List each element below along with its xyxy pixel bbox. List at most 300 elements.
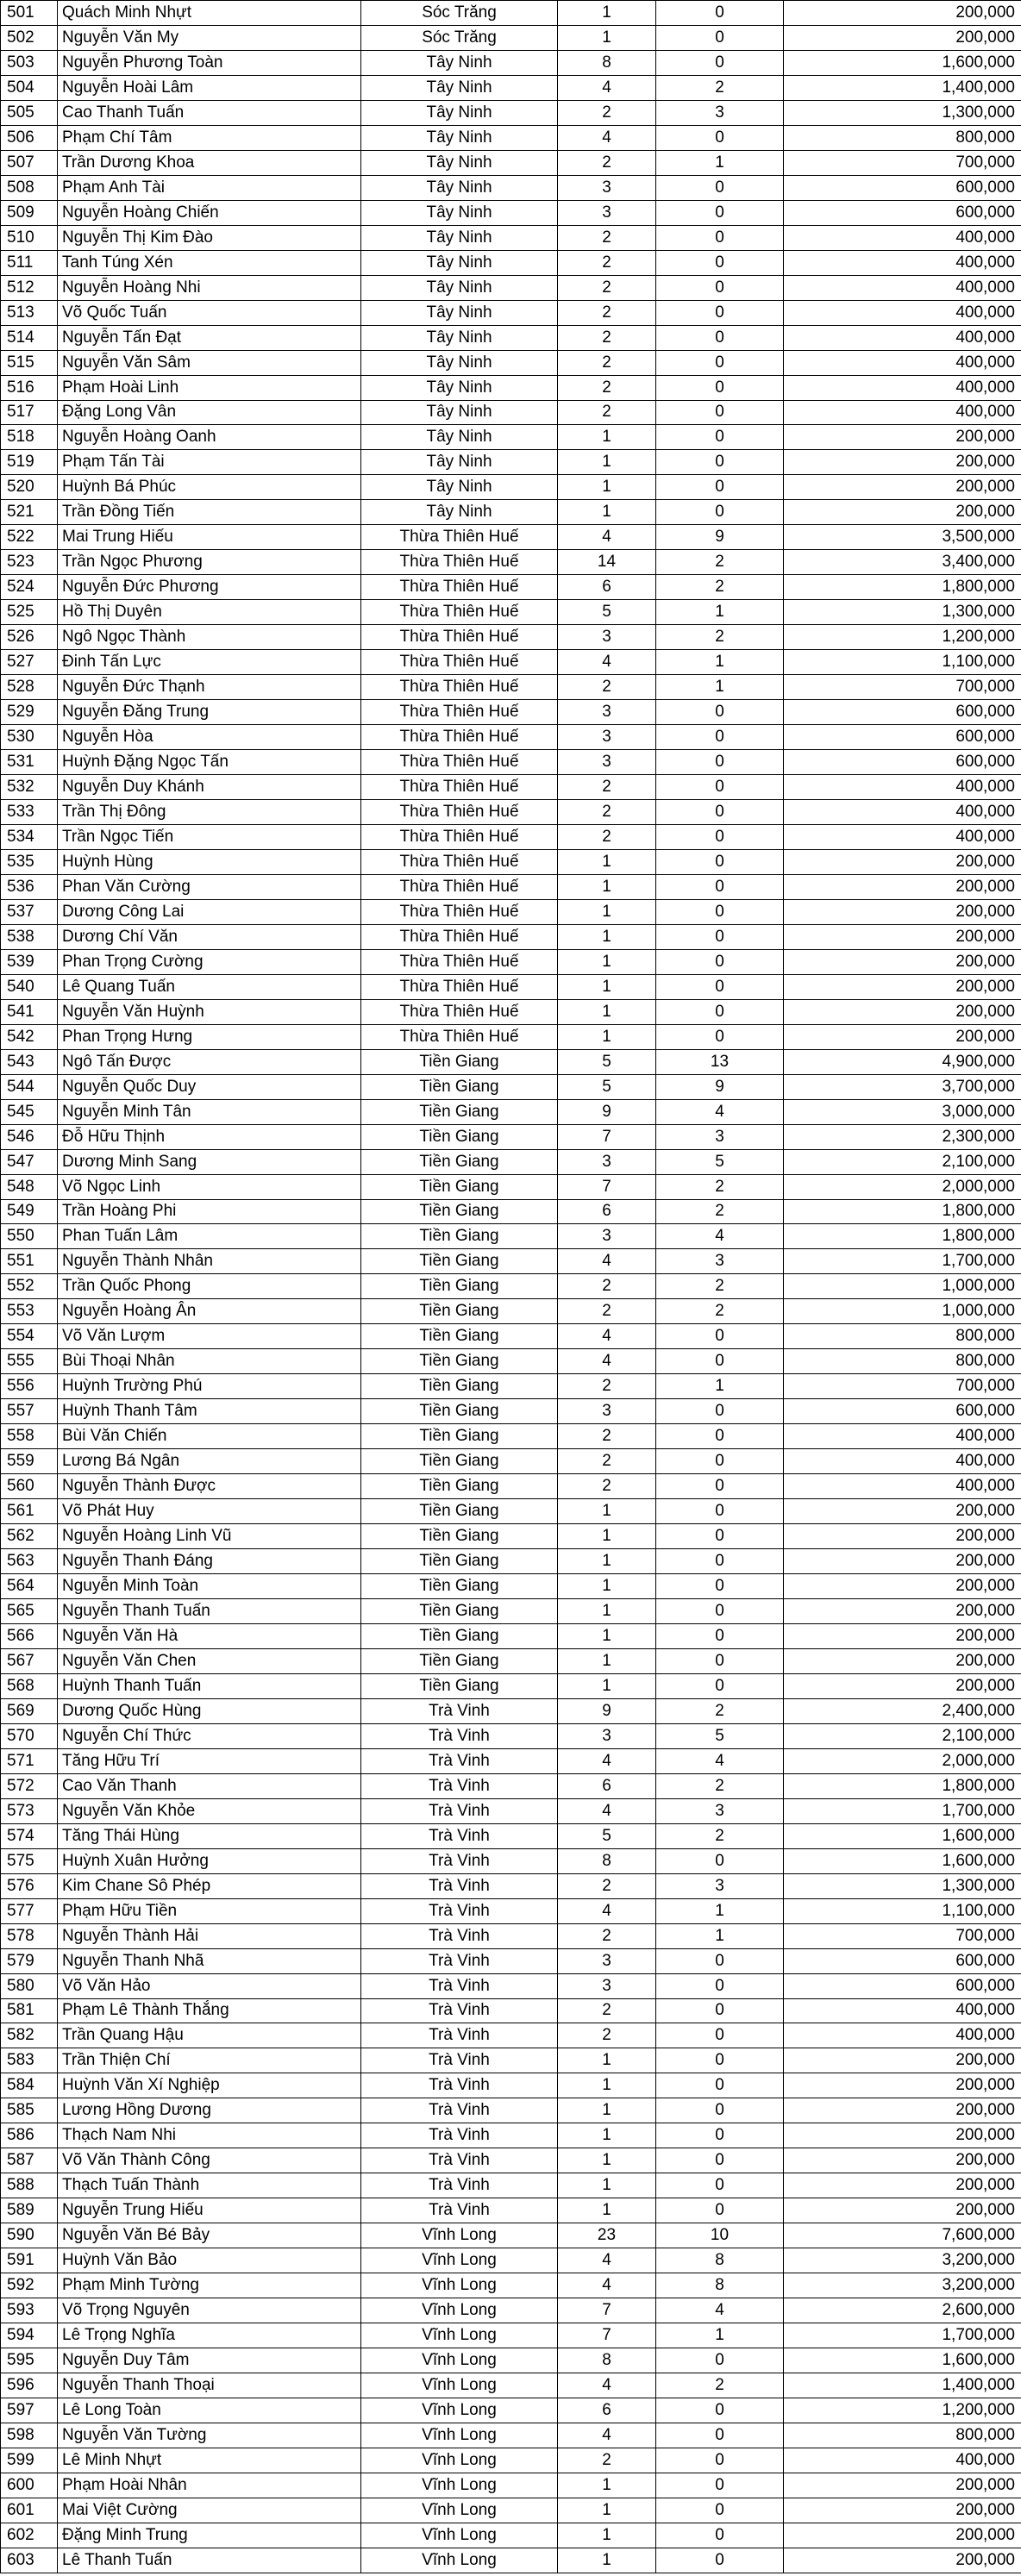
count-a-cell: 2 [558, 2023, 656, 2048]
count-a-cell: 7 [558, 1124, 656, 1149]
name-cell: Đặng Minh Trung [58, 2523, 361, 2548]
count-a-cell: 2 [558, 150, 656, 175]
count-a-cell: 3 [558, 700, 656, 725]
province-cell: Tiền Giang [361, 1673, 558, 1698]
amount-cell: 200,000 [784, 2523, 1021, 2548]
count-b-cell: 5 [656, 1149, 784, 1174]
province-cell: Tiền Giang [361, 1499, 558, 1524]
name-cell: Trần Dương Khoa [58, 150, 361, 175]
row-number-cell: 554 [1, 1324, 58, 1349]
row-number-cell: 501 [1, 1, 58, 26]
row-number-cell: 570 [1, 1723, 58, 1748]
count-a-cell: 1 [558, 2498, 656, 2523]
table-row [1, 325, 1021, 350]
name-cell: Cao Thanh Tuấn [58, 100, 361, 125]
row-number-cell: 602 [1, 2523, 58, 2548]
name-cell: Phạm Hoài Nhân [58, 2473, 361, 2498]
table-row [1, 2173, 1021, 2198]
table-row [1, 800, 1021, 825]
count-b-cell: 0 [656, 700, 784, 725]
row-number-cell: 583 [1, 2048, 58, 2073]
province-cell: Vĩnh Long [361, 2273, 558, 2298]
name-cell: Huỳnh Xuân Hưởng [58, 1848, 361, 1873]
count-b-cell: 0 [656, 1948, 784, 1973]
count-b-cell: 4 [656, 2298, 784, 2323]
row-number-cell: 580 [1, 1973, 58, 1998]
count-a-cell: 4 [558, 1798, 656, 1823]
table-row [1, 2248, 1021, 2273]
name-cell: Phạm Chí Tâm [58, 125, 361, 150]
name-cell: Phan Trọng Hưng [58, 1024, 361, 1049]
count-a-cell: 2 [558, 1374, 656, 1399]
table-row [1, 400, 1021, 425]
count-b-cell: 0 [656, 899, 784, 924]
row-number-cell: 588 [1, 2173, 58, 2198]
name-cell: Nguyễn Hòa [58, 725, 361, 750]
province-cell: Vĩnh Long [361, 2498, 558, 2523]
count-b-cell: 0 [656, 500, 784, 525]
row-number-cell: 531 [1, 750, 58, 775]
table-row [1, 1074, 1021, 1099]
table-row [1, 2473, 1021, 2498]
amount-cell: 3,500,000 [784, 525, 1021, 550]
row-number-cell: 579 [1, 1948, 58, 1973]
province-cell: Vĩnh Long [361, 2423, 558, 2448]
count-a-cell: 1 [558, 475, 656, 500]
province-cell: Thừa Thiên Huế [361, 600, 558, 625]
name-cell: Nguyễn Thanh Tuấn [58, 1599, 361, 1624]
province-cell: Tiền Giang [361, 1224, 558, 1249]
table-row [1, 974, 1021, 999]
table-row [1, 1848, 1021, 1873]
count-a-cell: 1 [558, 2548, 656, 2573]
row-number-cell: 507 [1, 150, 58, 175]
table-row [1, 1374, 1021, 1399]
count-b-cell: 0 [656, 775, 784, 800]
count-a-cell: 3 [558, 725, 656, 750]
table-row [1, 225, 1021, 250]
row-number-cell: 512 [1, 275, 58, 300]
name-cell: Hồ Thị Duyên [58, 600, 361, 625]
amount-cell: 1,300,000 [784, 1873, 1021, 1898]
amount-cell: 200,000 [784, 924, 1021, 949]
name-cell: Thạch Tuấn Thành [58, 2173, 361, 2198]
count-b-cell: 0 [656, 1399, 784, 1424]
amount-cell: 200,000 [784, 899, 1021, 924]
count-a-cell: 1 [558, 1024, 656, 1049]
name-cell: Phan Tuấn Lâm [58, 1224, 361, 1249]
row-number-cell: 557 [1, 1399, 58, 1424]
count-b-cell: 0 [656, 225, 784, 250]
amount-cell: 400,000 [784, 2023, 1021, 2048]
name-cell: Nguyễn Hoàng Chiến [58, 200, 361, 225]
name-cell: Huỳnh Trường Phú [58, 1374, 361, 1399]
amount-cell: 1,600,000 [784, 2348, 1021, 2373]
amount-cell: 400,000 [784, 1449, 1021, 1474]
count-b-cell: 4 [656, 1748, 784, 1773]
name-cell: Nguyễn Phương Toàn [58, 50, 361, 75]
count-a-cell: 5 [558, 1049, 656, 1074]
name-cell: Nguyễn Thành Được [58, 1474, 361, 1499]
row-number-cell: 523 [1, 550, 58, 575]
count-a-cell: 1 [558, 1623, 656, 1648]
count-b-cell: 1 [656, 1898, 784, 1923]
count-b-cell: 0 [656, 2148, 784, 2173]
name-cell: Võ Văn Lượm [58, 1324, 361, 1349]
name-cell: Võ Trọng Nguyên [58, 2298, 361, 2323]
province-cell: Vĩnh Long [361, 2523, 558, 2548]
province-cell: Tây Ninh [361, 225, 558, 250]
count-a-cell: 2 [558, 1274, 656, 1299]
amount-cell: 200,000 [784, 2173, 1021, 2198]
amount-cell: 200,000 [784, 425, 1021, 450]
name-cell: Bùi Văn Chiến [58, 1424, 361, 1449]
amount-cell: 400,000 [784, 824, 1021, 849]
table-row [1, 2373, 1021, 2398]
province-cell: Trà Vinh [361, 1723, 558, 1748]
name-cell: Lê Thanh Tuấn [58, 2548, 361, 2573]
row-number-cell: 514 [1, 325, 58, 350]
row-number-cell: 515 [1, 350, 58, 375]
count-a-cell: 1 [558, 899, 656, 924]
count-a-cell: 7 [558, 2298, 656, 2323]
name-cell: Nguyễn Minh Toàn [58, 1574, 361, 1599]
name-cell: Nguyễn Minh Tân [58, 1099, 361, 1124]
table-row [1, 899, 1021, 924]
count-b-cell: 0 [656, 2473, 784, 2498]
count-b-cell: 2 [656, 625, 784, 650]
province-cell: Thừa Thiên Huế [361, 949, 558, 974]
province-cell: Tây Ninh [361, 425, 558, 450]
row-number-cell: 595 [1, 2348, 58, 2373]
amount-cell: 400,000 [784, 775, 1021, 800]
table-row [1, 2548, 1021, 2573]
row-number-cell: 549 [1, 1199, 58, 1224]
amount-cell: 3,200,000 [784, 2248, 1021, 2273]
table-row [1, 525, 1021, 550]
table-row [1, 775, 1021, 800]
count-a-cell: 2 [558, 225, 656, 250]
table-row [1, 350, 1021, 375]
amount-cell: 1,100,000 [784, 1898, 1021, 1923]
table-row [1, 2073, 1021, 2098]
table-row [1, 2498, 1021, 2523]
row-number-cell: 508 [1, 175, 58, 200]
name-cell: Trần Ngọc Phương [58, 550, 361, 575]
count-b-cell: 0 [656, 725, 784, 750]
amount-cell: 200,000 [784, 2048, 1021, 2073]
province-cell: Thừa Thiên Huế [361, 999, 558, 1024]
province-cell: Thừa Thiên Huế [361, 824, 558, 849]
table-row [1, 1798, 1021, 1823]
amount-cell: 400,000 [784, 800, 1021, 825]
count-a-cell: 3 [558, 625, 656, 650]
row-number-cell: 506 [1, 125, 58, 150]
province-cell: Tây Ninh [361, 75, 558, 100]
count-b-cell: 3 [656, 1249, 784, 1274]
row-number-cell: 541 [1, 999, 58, 1024]
name-cell: Nguyễn Văn Hà [58, 1623, 361, 1648]
count-a-cell: 2 [558, 375, 656, 400]
table-row [1, 2023, 1021, 2048]
province-cell: Vĩnh Long [361, 2248, 558, 2273]
name-cell: Mai Trung Hiếu [58, 525, 361, 550]
row-number-cell: 567 [1, 1648, 58, 1673]
amount-cell: 800,000 [784, 2423, 1021, 2448]
count-a-cell: 6 [558, 2398, 656, 2423]
province-cell: Thừa Thiên Huế [361, 650, 558, 675]
province-cell: Trà Vinh [361, 2123, 558, 2148]
count-b-cell: 2 [656, 1199, 784, 1224]
amount-cell: 200,000 [784, 949, 1021, 974]
name-cell: Dương Quốc Hùng [58, 1698, 361, 1723]
name-cell: Võ Ngọc Linh [58, 1174, 361, 1199]
table-row [1, 1998, 1021, 2023]
table-row [1, 1324, 1021, 1349]
amount-cell: 1,800,000 [784, 1773, 1021, 1798]
count-b-cell: 0 [656, 824, 784, 849]
count-a-cell: 1 [558, 450, 656, 475]
count-b-cell: 0 [656, 250, 784, 275]
province-cell: Tiền Giang [361, 1474, 558, 1499]
amount-cell: 1,200,000 [784, 625, 1021, 650]
province-cell: Trà Vinh [361, 1773, 558, 1798]
name-cell: Nguyễn Hoàng Nhi [58, 275, 361, 300]
amount-cell: 200,000 [784, 2073, 1021, 2098]
amount-cell: 1,800,000 [784, 575, 1021, 600]
count-a-cell: 1 [558, 1673, 656, 1698]
name-cell: Ngô Ngọc Thành [58, 625, 361, 650]
row-number-cell: 524 [1, 575, 58, 600]
amount-cell: 200,000 [784, 2473, 1021, 2498]
province-cell: Vĩnh Long [361, 2448, 558, 2473]
amount-cell: 400,000 [784, 350, 1021, 375]
province-cell: Vĩnh Long [361, 2373, 558, 2398]
count-b-cell: 8 [656, 2248, 784, 2273]
count-a-cell: 2 [558, 100, 656, 125]
province-cell: Tiền Giang [361, 1524, 558, 1549]
table-row [1, 2223, 1021, 2248]
table-row [1, 450, 1021, 475]
name-cell: Nguyễn Hoàng Oanh [58, 425, 361, 450]
count-b-cell: 2 [656, 2373, 784, 2398]
count-a-cell: 3 [558, 1224, 656, 1249]
amount-cell: 200,000 [784, 450, 1021, 475]
amount-cell: 1,100,000 [784, 650, 1021, 675]
count-b-cell: 1 [656, 2323, 784, 2348]
count-b-cell: 0 [656, 300, 784, 325]
count-b-cell: 0 [656, 1648, 784, 1673]
amount-cell: 400,000 [784, 225, 1021, 250]
name-cell: Ngô Tấn Được [58, 1049, 361, 1074]
province-cell: Trà Vinh [361, 1848, 558, 1873]
count-a-cell: 4 [558, 525, 656, 550]
name-cell: Nguyễn Đức Thạnh [58, 675, 361, 700]
amount-cell: 2,000,000 [784, 1174, 1021, 1199]
province-cell: Tiền Giang [361, 1374, 558, 1399]
province-cell: Tiền Giang [361, 1574, 558, 1599]
amount-cell: 600,000 [784, 200, 1021, 225]
name-cell: Nguyễn Văn Bé Bảy [58, 2223, 361, 2248]
amount-cell: 3,000,000 [784, 1099, 1021, 1124]
count-a-cell: 8 [558, 1848, 656, 1873]
table-row [1, 375, 1021, 400]
amount-cell: 600,000 [784, 175, 1021, 200]
count-a-cell: 7 [558, 2323, 656, 2348]
table-row [1, 600, 1021, 625]
table-row [1, 300, 1021, 325]
province-cell: Tây Ninh [361, 500, 558, 525]
name-cell: Huỳnh Thanh Tâm [58, 1399, 361, 1424]
table-row [1, 200, 1021, 225]
row-number-cell: 598 [1, 2423, 58, 2448]
count-b-cell: 1 [656, 650, 784, 675]
table-row [1, 425, 1021, 450]
name-cell: Phạm Hữu Tiền [58, 1898, 361, 1923]
count-b-cell: 0 [656, 924, 784, 949]
table-row [1, 2523, 1021, 2548]
province-cell: Tây Ninh [361, 200, 558, 225]
province-cell: Tiền Giang [361, 1648, 558, 1673]
name-cell: Huỳnh Hùng [58, 849, 361, 874]
row-number-cell: 504 [1, 75, 58, 100]
province-cell: Trà Vinh [361, 2048, 558, 2073]
province-cell: Tiền Giang [361, 1549, 558, 1574]
table-row [1, 1823, 1021, 1848]
province-cell: Tây Ninh [361, 150, 558, 175]
row-number-cell: 528 [1, 675, 58, 700]
table-row [1, 1599, 1021, 1624]
amount-cell: 600,000 [784, 700, 1021, 725]
row-number-cell: 572 [1, 1773, 58, 1798]
name-cell: Nguyễn Quốc Duy [58, 1074, 361, 1099]
table-row [1, 2398, 1021, 2423]
count-b-cell: 0 [656, 1324, 784, 1349]
count-b-cell: 0 [656, 1973, 784, 1998]
table-row [1, 1399, 1021, 1424]
count-a-cell: 1 [558, 2523, 656, 2548]
count-b-cell: 0 [656, 425, 784, 450]
table-row [1, 150, 1021, 175]
province-cell: Tây Ninh [361, 300, 558, 325]
table-row [1, 1623, 1021, 1648]
count-a-cell: 5 [558, 1823, 656, 1848]
row-number-cell: 550 [1, 1224, 58, 1249]
name-cell: Nguyễn Đức Phương [58, 575, 361, 600]
province-cell: Sóc Trăng [361, 1, 558, 26]
province-cell: Tiền Giang [361, 1124, 558, 1149]
name-cell: Bùi Thoại Nhân [58, 1349, 361, 1374]
row-number-cell: 584 [1, 2073, 58, 2098]
row-number-cell: 603 [1, 2548, 58, 2573]
count-a-cell: 2 [558, 824, 656, 849]
count-a-cell: 4 [558, 1349, 656, 1374]
row-number-cell: 530 [1, 725, 58, 750]
name-cell: Nguyễn Thị Kim Đào [58, 225, 361, 250]
row-number-cell: 527 [1, 650, 58, 675]
count-a-cell: 3 [558, 1399, 656, 1424]
row-number-cell: 582 [1, 2023, 58, 2048]
row-number-cell: 591 [1, 2248, 58, 2273]
province-cell: Vĩnh Long [361, 2223, 558, 2248]
row-number-cell: 560 [1, 1474, 58, 1499]
table-row [1, 625, 1021, 650]
count-a-cell: 2 [558, 1299, 656, 1324]
amount-cell: 600,000 [784, 725, 1021, 750]
table-row [1, 650, 1021, 675]
table-row [1, 1773, 1021, 1798]
row-number-cell: 596 [1, 2373, 58, 2398]
row-number-cell: 597 [1, 2398, 58, 2423]
name-cell: Trần Hoàng Phi [58, 1199, 361, 1224]
count-b-cell: 1 [656, 150, 784, 175]
province-cell: Sóc Trăng [361, 25, 558, 50]
amount-cell: 600,000 [784, 750, 1021, 775]
province-cell: Trà Vinh [361, 1948, 558, 1973]
count-a-cell: 23 [558, 2223, 656, 2248]
row-number-cell: 505 [1, 100, 58, 125]
table-row [1, 999, 1021, 1024]
table-row [1, 1149, 1021, 1174]
count-a-cell: 1 [558, 974, 656, 999]
count-b-cell: 1 [656, 1923, 784, 1948]
count-a-cell: 3 [558, 750, 656, 775]
row-number-cell: 542 [1, 1024, 58, 1049]
count-a-cell: 2 [558, 1449, 656, 1474]
row-number-cell: 600 [1, 2473, 58, 2498]
name-cell: Nguyễn Văn Huỳnh [58, 999, 361, 1024]
amount-cell: 200,000 [784, 1499, 1021, 1524]
province-cell: Tây Ninh [361, 50, 558, 75]
province-cell: Tây Ninh [361, 375, 558, 400]
count-a-cell: 1 [558, 2073, 656, 2098]
name-cell: Nguyễn Thanh Nhã [58, 1948, 361, 1973]
row-number-cell: 590 [1, 2223, 58, 2248]
province-cell: Tiền Giang [361, 1274, 558, 1299]
amount-cell: 200,000 [784, 1673, 1021, 1698]
province-cell: Thừa Thiên Huế [361, 874, 558, 899]
count-b-cell: 9 [656, 525, 784, 550]
count-a-cell: 5 [558, 1074, 656, 1099]
amount-cell: 400,000 [784, 375, 1021, 400]
amount-cell: 400,000 [784, 400, 1021, 425]
row-number-cell: 517 [1, 400, 58, 425]
row-number-cell: 558 [1, 1424, 58, 1449]
row-number-cell: 535 [1, 849, 58, 874]
table-row [1, 1099, 1021, 1124]
province-cell: Tiền Giang [361, 1424, 558, 1449]
table-row [1, 550, 1021, 575]
province-cell: Trà Vinh [361, 1923, 558, 1948]
province-cell: Thừa Thiên Huế [361, 750, 558, 775]
count-a-cell: 1 [558, 1499, 656, 1524]
row-number-cell: 536 [1, 874, 58, 899]
province-cell: Trà Vinh [361, 2173, 558, 2198]
row-number-cell: 566 [1, 1623, 58, 1648]
count-b-cell: 5 [656, 1723, 784, 1748]
count-b-cell: 0 [656, 1, 784, 26]
row-number-cell: 562 [1, 1524, 58, 1549]
table-row [1, 2048, 1021, 2073]
province-cell: Trà Vinh [361, 2198, 558, 2223]
amount-cell: 1,700,000 [784, 2323, 1021, 2348]
province-cell: Trà Vinh [361, 2073, 558, 2098]
amount-cell: 200,000 [784, 2123, 1021, 2148]
table-row [1, 1873, 1021, 1898]
count-b-cell: 0 [656, 1848, 784, 1873]
count-b-cell: 0 [656, 2173, 784, 2198]
province-cell: Tiền Giang [361, 1449, 558, 1474]
